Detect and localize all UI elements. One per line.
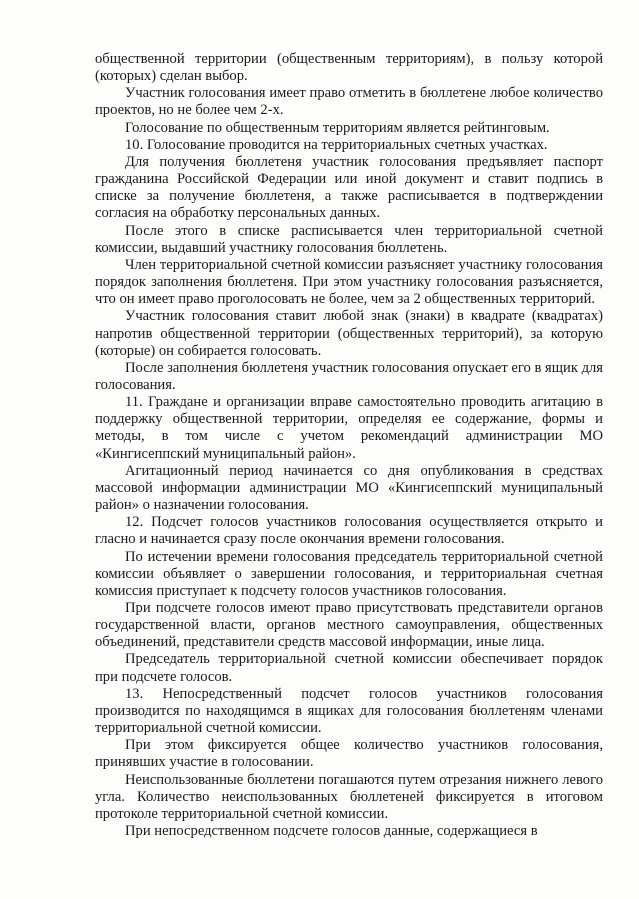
paragraph: При этом фиксируется общее количество участников голосования, принявших участие в голосовании. (95, 737, 603, 771)
paragraph: Для получения бюллетеня участник голосования предъявляет паспорт гражданина Российской Федерации или иной документ и ставит подпись в списке за получение бюллетеня, а также расписывается в подтверждении согласия на обработку персональных данных. (95, 153, 603, 222)
paragraph: После заполнения бюллетеня участник голосования опускает его в ящик для голосования. (95, 359, 603, 393)
paragraph: Член территориальной счетной комиссии разъясняет участнику голосования порядок заполнения бюллетеня. При этом участнику голосования разъясняется, что он имеет право проголосовать не более, чем за 2 общественных территорий. (95, 256, 603, 308)
paragraph: По истечении времени голосования председатель территориальной счетной комиссии объявляет о завершении голосования, и территориальная счетная комиссия приступает к подсчету голосов участников голосования. (95, 548, 603, 599)
paragraph: 11. Граждане и организации вправе самостоятельно проводить агитацию в поддержку общественной территории, определяя ее содержание, формы и методы, в том числе с учетом рекомендаций администрации МО «Кингисеппский муниципальный район». (95, 394, 603, 462)
document-body (95, 51, 603, 840)
paragraph: общественной территории (общественным территориям), в пользу которой (которых) сделан выбор. (95, 51, 603, 85)
paragraph: Председатель территориальной счетной комиссии обеспечивает порядок при подсчете голосов. (95, 651, 603, 685)
paragraph: Агитационный период начинается со дня опубликования в средствах массовой информации администрации МО «Кингисеппский муниципальный район» о назначении голосования. (95, 462, 603, 514)
paragraph: 10. Голосование проводится на территориальных счетных участках. (125, 136, 548, 153)
paragraph: Голосование по общественным территориям является рейтинговым. (125, 119, 550, 136)
paragraph: После этого в списке расписывается член территориальной счетной комиссии, выдавший участнику голосования бюллетень. (95, 222, 603, 256)
paragraph: При непосредственном подсчете голосов данные, содержащиеся в (125, 823, 538, 840)
paragraph: Участник голосования ставит любой знак (знаки) в квадрате (квадратах) напротив общественной территории (общественных территорий), за которую (которые) он собирается голосовать. (95, 308, 603, 359)
paragraph: При подсчете голосов имеют право присутствовать представители органов государственной власти, органов местного самоуправления, общественных объединений, представители средств массовой информации, иные лица. (95, 600, 603, 651)
paragraph: 12. Подсчет голосов участников голосования осуществляется открыто и гласно и начинается сразу после окончания времени голосования. (95, 514, 603, 548)
paragraph: 13. Непосредственный подсчет голосов участников голосования производится по находящимся в ящиках для голосования бюллетеням членами территориальной счетной комиссии. (95, 685, 603, 737)
paragraph: Неиспользованные бюллетени погашаются путем отрезания нижнего левого угла. Количество неиспользованных бюллетеней фиксируется в итоговом протоколе территориальной счетной комиссии. (95, 771, 603, 822)
paragraph: Участник голосования имеет право отметить в бюллетене любое количество проектов, но не более чем 2-х. (95, 85, 603, 119)
